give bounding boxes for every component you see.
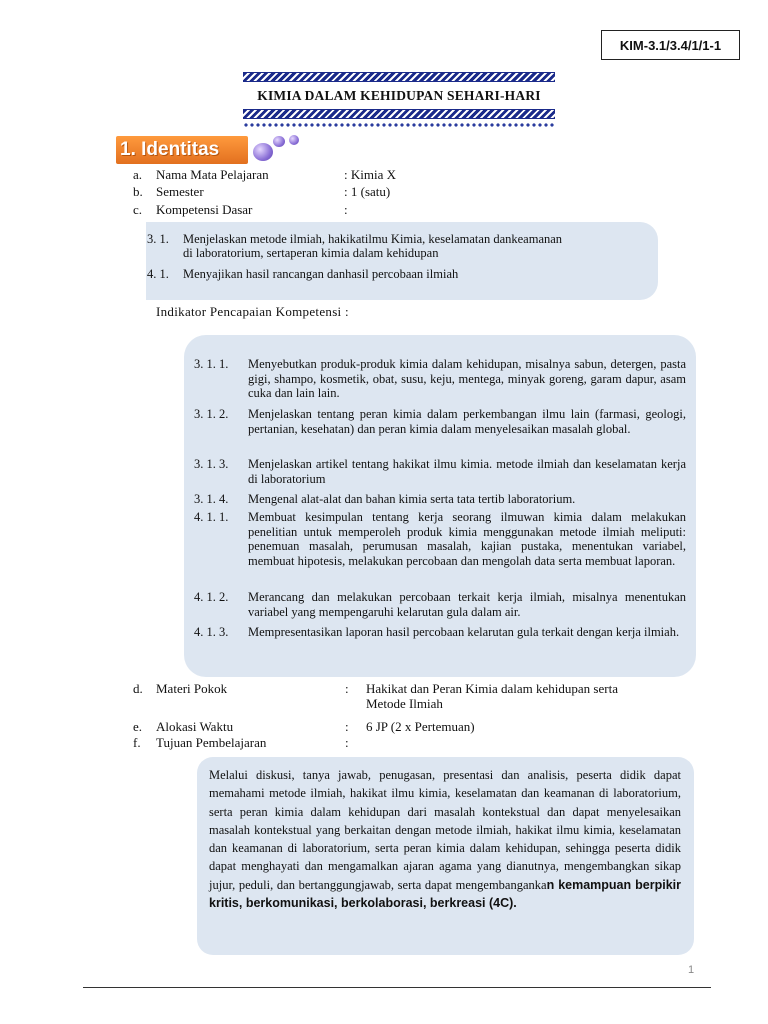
page-number: 1	[688, 964, 695, 976]
detail-colon: :	[345, 719, 349, 734]
detail-value: Hakikat dan Peran Kimia dalam kehidupan serta	[366, 681, 618, 696]
kd-text: Menjelaskan metode ilmiah, hakikatilmu Kimia, keselamatan dankeamanan	[183, 232, 563, 246]
indikator-text: Merancang dan melakukan percobaan terkait kerja ilmiah, misalnya menentukan variabel yang mempengaruhi kelarutan gula dalam air.	[248, 590, 686, 619]
indikator-number: 3. 1. 4.	[194, 492, 229, 506]
tujuan-panel	[197, 757, 694, 955]
indikator-heading: Indikator Pencapaian Kompetensi :	[156, 304, 349, 319]
tujuan-text-regular: Melalui diskusi, tanya jawab, penugasan, presentasi dan analisis, peserta didik dapat memahami metode ilmiah, hakikat ilmu kimia, keselamatan dan keamanan di laboratorium, serta peran kimia dalam kehidupan dari masalah kontekstual dan dapat menyelesaikan masalah kontekstual yang berkaitan dengan metode ilmiah, hakikat ilmu kimia, keselamatan dan keamanan di laboratorium, serta peran kimia dalam kehidupan, sehingga peserta didik dapat menghayati dan mengamalkan ajaran agama yang dianutnya, mengembangkan sikap jujur, peduli, dan bertanggungjawab, serta dapat mengembanganka	[209, 768, 681, 892]
detail-colon: :	[345, 681, 349, 696]
indikator-item	[194, 625, 686, 640]
identity-value: : 1 (satu)	[344, 184, 391, 199]
indikator-text: Menyebutkan produk-produk kimia dalam kehidupan, misalnya sabun, detergen, pasta gigi, shampo, kosmetik, obat, susu, keju, mentega, minyak goreng, garam dapur, asam cuka dan lain lain.	[248, 357, 686, 400]
detail-colon: :	[345, 735, 349, 750]
kd-text: Menyajikan hasil rancangan danhasil percobaan ilmiah	[183, 267, 459, 281]
identity-value: : Kimia X	[344, 167, 396, 182]
kompetensi-dasar-panel	[146, 222, 658, 300]
indikator-item	[194, 407, 686, 436]
document-code-box	[601, 30, 740, 60]
title-dots	[243, 122, 555, 128]
indikator-item	[194, 357, 686, 401]
detail-letter: f.	[133, 735, 141, 750]
page-title: KIMIA DALAM KEHIDUPAN SEHARI-HARI	[257, 88, 541, 103]
title-banner	[243, 72, 555, 128]
indikator-panel	[184, 335, 696, 677]
detail-letter: e.	[133, 719, 143, 734]
tujuan-text-bold: n kemampuan berpikir kritis, berkomunikasi, berkolaborasi, berkreasi (4C).	[209, 877, 681, 911]
tujuan-text	[209, 766, 681, 912]
title-border-top	[243, 72, 555, 82]
indikator-number: 4. 1. 2.	[194, 590, 229, 604]
indikator-text: Membuat kesimpulan tentang kerja seorang ilmuwan kimia dalam melakukan penelitian untuk memperoleh produk kimia menggunakan metode ilmiah meliputi: penemuan masalah, perumusan masalah, kajian pustaka, menentukan variabel, membuat hipotesis, melakukan percobaan dan mengolah data serta membuat laporan.	[248, 510, 686, 568]
identity-letter: b.	[133, 184, 143, 199]
indikator-number: 4. 1. 1.	[194, 510, 229, 524]
identity-value: :	[344, 202, 348, 217]
section-heading-badge	[116, 136, 248, 164]
indikator-number: 4. 1. 3.	[194, 625, 229, 639]
detail-label: Materi Pokok	[156, 681, 228, 696]
bubble-decoration-small	[289, 135, 299, 145]
detail-letter: d.	[133, 681, 143, 696]
footer-rule	[83, 987, 711, 988]
identity-letter: a.	[133, 167, 143, 182]
detail-value-continued: Metode Ilmiah	[366, 696, 443, 711]
detail-label: Alokasi Waktu	[156, 719, 234, 734]
title-border-bottom	[243, 109, 555, 119]
indikator-item	[194, 510, 686, 568]
detail-label: Tujuan Pembelajaran	[156, 735, 267, 750]
indikator-text: Menjelaskan artikel tentang hakikat ilmu kimia. metode ilmiah dan keselamatan kerja di laboratorium	[248, 457, 686, 486]
indikator-number: 3. 1. 1.	[194, 357, 229, 371]
document-code: KIM-3.1/3.4/1/1-1	[619, 37, 722, 53]
indikator-text: Mempresentasikan laporan hasil percobaan kelarutan gula terkait dengan kerja ilmiah.	[248, 625, 680, 639]
identity-label: Nama Mata Pelajaran	[156, 167, 269, 182]
kd-number: 3. 1.	[147, 232, 169, 246]
kd-text-continued: di laboratorium, sertaperan kimia dalam kehidupan	[183, 246, 439, 260]
detail-value: 6 JP (2 x Pertemuan)	[366, 719, 475, 734]
indikator-item	[194, 457, 686, 486]
indikator-text: Menjelaskan tentang peran kimia dalam perkembangan ilmu lain (farmasi, geologi, pertanian, kesehatan) dan peran kimia dalam menyelesaikan masalah global.	[248, 407, 686, 436]
indikator-item	[194, 492, 686, 507]
identity-label: Kompetensi Dasar	[156, 202, 253, 217]
indikator-number: 3. 1. 3.	[194, 457, 229, 471]
bubble-decoration-large	[253, 143, 273, 161]
section-heading: 1. Identitas	[120, 139, 220, 160]
kd-number: 4. 1.	[147, 267, 169, 281]
identity-label: Semester	[156, 184, 204, 199]
indikator-item	[194, 590, 686, 619]
identity-letter: c.	[133, 202, 143, 217]
indikator-text: Mengenal alat-alat dan bahan kimia serta tata tertib laboratorium.	[248, 492, 576, 506]
bubble-decoration-medium	[273, 136, 285, 147]
indikator-number: 3. 1. 2.	[194, 407, 229, 421]
